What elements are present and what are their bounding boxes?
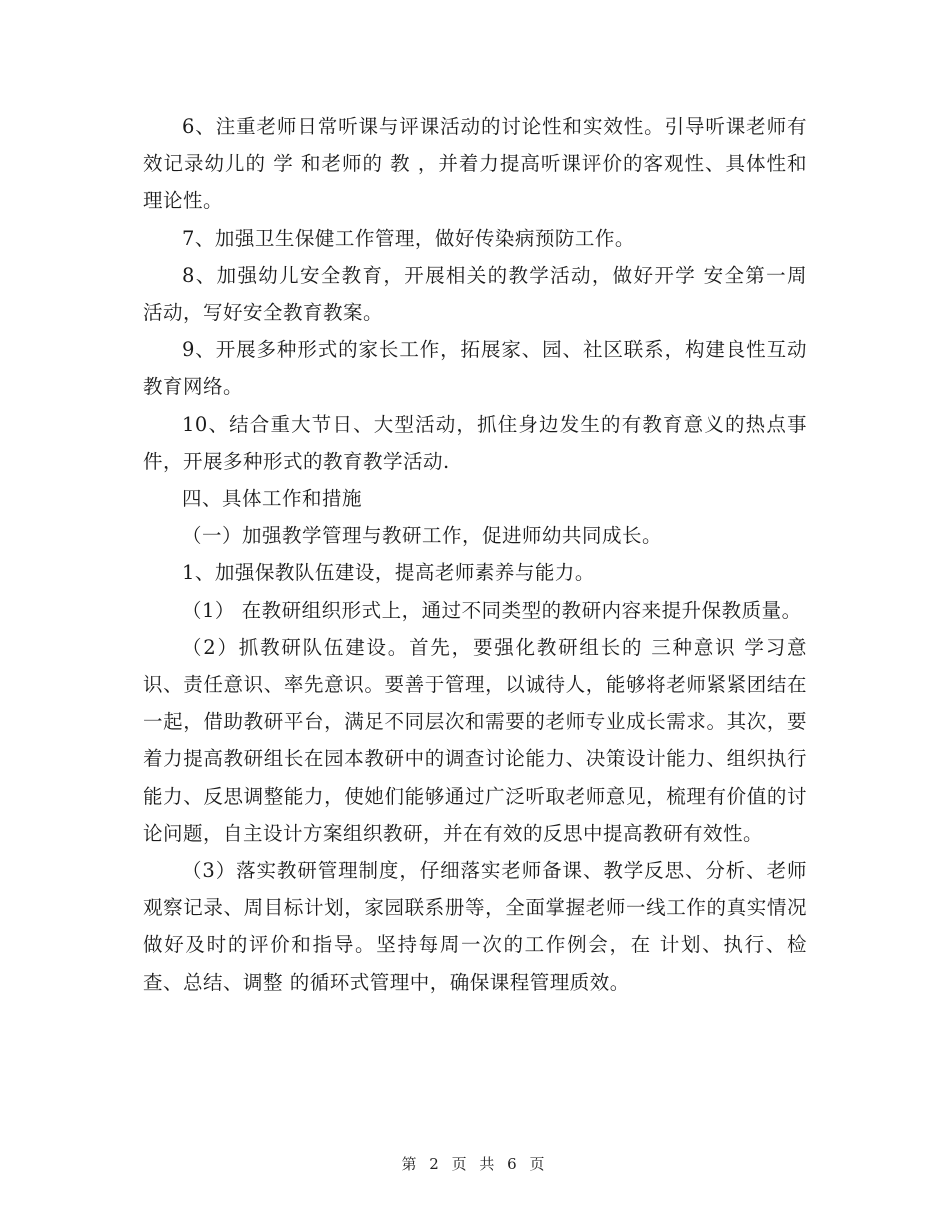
section-heading-4: 四、具体工作和措施 [182, 487, 363, 511]
paragraph-item-9: 9、开展多种形式的家长工作，拓展家、园、社区联系，构建良性互动教育网络。 [143, 338, 807, 399]
point-heading-1: 1、加强保教队伍建设，提高老师素养与能力。 [182, 561, 595, 585]
paragraph-item-6: 6、注重老师日常听课与评课活动的讨论性和实效性。引导听课老师有效记录幼儿的 学 和老师的 教 ，并着力提高听课评价的客观性、具体性和理论性。 [143, 115, 807, 213]
body-text [143, 108, 807, 1001]
sub-point-1: （1） 在教研组织形式上，通过不同类型的教研内容来提升保教质量。 [182, 598, 802, 622]
sub-point-2: （2）抓教研队伍建设。首先，要强化教研组长的 三种意识 学习意识、责任意识、率先意识。要善于管理，以诚待人，能够将老师紧紧团结在一起，借助教研平台，满足不同层次和需要的老师专业成长需求。其次，要着力提高教研组长在园本教研中的调查讨论能力、决策设计能力、组织执行能力、反思调整能力，使她们能够通过广泛听取老师意见，梳理有价值的讨论问题，自主设计方案组织教研，并在有效的反思中提高教研有效性。 [143, 635, 807, 845]
page-number-footer: 第 2 页 共 6 页 [401, 1155, 549, 1173]
paragraph-item-10: 10、结合重大节日、大型活动，抓住身边发生的有教育意义的热点事件，开展多种形式的教育教学活动. [143, 412, 807, 473]
sub-point-3: （3）落实教研管理制度，仔细落实老师备课、教学反思、分析、老师观察记录、周目标计划，家园联系册等，全面掌握老师一线工作的真实情况做好及时的评价和指导。坚持每周一次的工作例会，在 计划、执行、检查、总结、调整 的循环式管理中，确保课程管理质效。 [143, 859, 807, 994]
paragraph-item-7: 7、加强卫生保健工作管理，做好传染病预防工作。 [182, 226, 635, 250]
subsection-heading-1: （一）加强教学管理与教研工作，促进师幼共同成长。 [182, 524, 663, 548]
paragraph-item-8: 8、加强幼儿安全教育，开展相关的教学活动，做好开学 安全第一周 活动，写好安全教育教案。 [143, 263, 807, 325]
